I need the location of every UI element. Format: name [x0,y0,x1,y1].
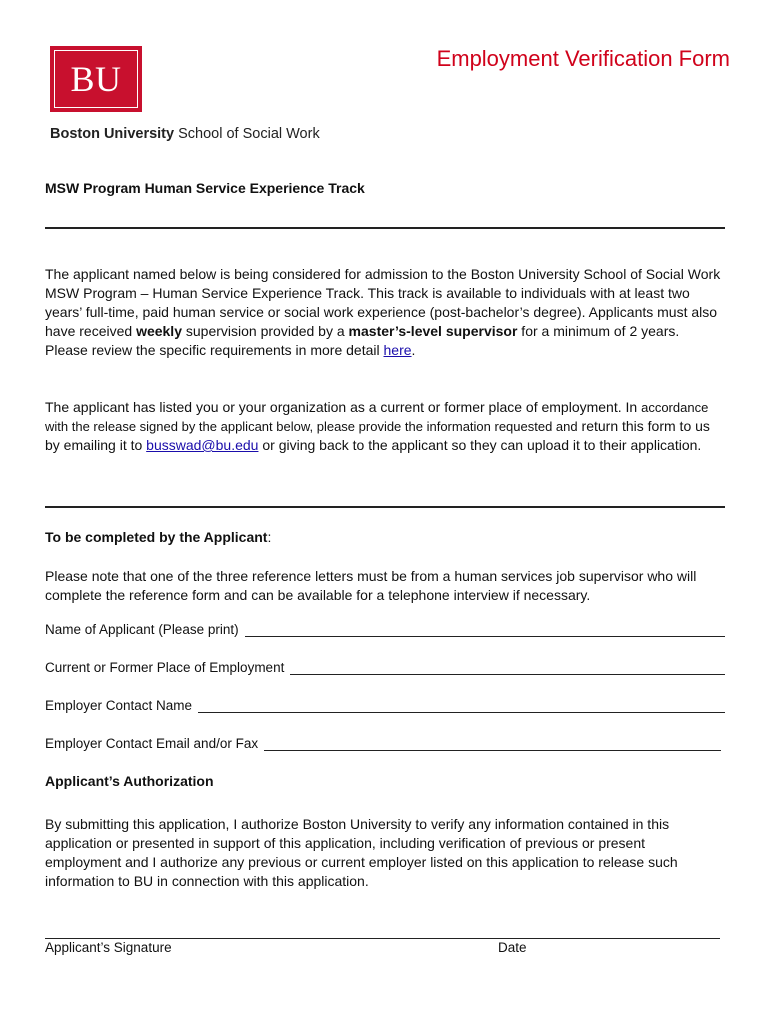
employer-contact-name-field[interactable] [45,698,725,713]
intro-text: or giving back to the applicant so they can upload it to their application. [258,437,702,453]
form-title: Employment Verification Form [436,46,730,71]
employer-contact-name-line[interactable] [198,698,725,713]
school-name [50,126,320,142]
intro-text: . [411,342,416,358]
employer-contact-email-line[interactable] [264,736,721,751]
field-label: Name of Applicant (Please print) [45,622,239,637]
school-name-bold: Boston University [50,126,175,142]
field-label: Employer Contact Email and/or Fax [45,736,259,751]
intro-text: supervision provided by a [182,323,349,339]
field-label: Employer Contact Name [45,698,193,713]
field-label: Current or Former Place of Employment [45,660,285,675]
intro-text: The applicant named below is being considered for admission to the Boston University School of Social Work MSW Program – Human Service Experience Track. This track is available to individuals with at least two years’ full-time, paid human service or social work experience (post-bachelor’s degree). Applicants must also have received [45,266,721,339]
intro-text: . Please review the specific requirements in more detail [45,323,680,358]
authorization-text: By submitting this application, I authorize Boston University to verify any information contained in this application or presented in support of this application, including verification of previous or present employment and I authorize any previous or current employer listed on this application to release such information to BU in connection with this application. [45,816,678,889]
supervisor-emphasis: master’s-level supervisor [348,323,518,339]
divider-top [45,227,725,229]
applicant-name-line[interactable] [245,622,725,637]
authorization-heading: Applicant’s Authorization [45,773,214,789]
reference-note: Please note that one of the three reference letters must be from a human services job supervisor who will complete the reference form and can be available for a telephone interview if necessary. [45,568,697,603]
section-heading-text: To be completed by the Applicant [45,529,268,545]
employment-place-field[interactable] [45,660,725,675]
bu-logo [50,46,142,112]
intro-text: for a minimum of 2 years [517,323,676,339]
intro-text: accordance with the release signed by the applicant below, please provide the information requested and [45,400,709,434]
signature-line[interactable] [45,938,720,939]
applicant-name-field[interactable] [45,622,725,637]
divider-middle [45,506,725,508]
email-link[interactable]: busswad@bu.edu [146,437,259,453]
employer-contact-email-field[interactable] [45,736,721,751]
intro-text: The applicant has listed you or your organization as a current or former place of employment. In [45,399,642,415]
intro-text: return this form to us by emailing it to [45,418,710,453]
employment-place-line[interactable] [290,660,725,675]
signature-label: Applicant’s Signature [45,940,172,955]
requirements-link[interactable]: here [383,342,412,358]
date-label: Date [498,940,527,955]
intro-paragraph-1 [45,265,725,360]
track-title: MSW Program Human Service Experience Track [45,180,365,196]
school-name-rest: School of Social Work [174,126,320,142]
intro-paragraph-2 [45,398,725,455]
weekly-emphasis: weekly [136,323,182,339]
heading-colon: : [267,529,272,545]
applicant-section-heading [45,529,271,545]
logo-text: BU [70,59,122,99]
